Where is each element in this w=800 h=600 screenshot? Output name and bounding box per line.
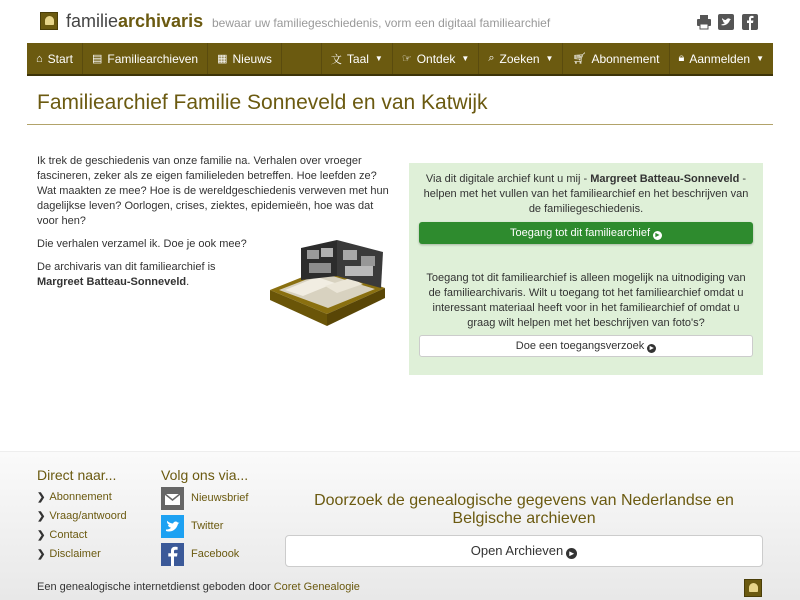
chevron-down-icon: ▼ [545,54,554,63]
arrow-right-circle-icon: ► [648,345,656,352]
nav-subscription[interactable] [563,43,669,74]
archive-search-title: Doorzoek de genealogische gegevens van Nederlandse en Belgische archieven [314,492,734,527]
footer-link-disclaimer[interactable] [37,548,101,560]
nav-discover[interactable] [393,43,480,74]
open-archives-button[interactable] [285,535,763,567]
nav-start[interactable] [27,43,83,74]
footer-link-faq[interactable] [37,510,127,522]
chevron-down-icon: ▼ [374,54,383,63]
archive-box-image [265,238,390,328]
page-title: Familiearchief Familie Sonneveld en van Katwijk [37,91,488,114]
chevron-right-icon: ❯ [37,530,46,541]
coret-genealogie-link[interactable]: Coret Genealogie [273,581,360,593]
nav-start-label: Start [47,51,73,66]
newsletter-link[interactable] [161,487,261,511]
nav-subscription-label: Abonnement [591,51,660,66]
page-footer [0,451,800,600]
newsletter-label: Nieuwsbrief [191,492,249,504]
print-icon[interactable] [696,14,712,30]
translate-icon: 文 [330,53,342,66]
access-request-button[interactable] [419,335,753,357]
service-credit-text: Een genealogische internetdienst geboden door [37,581,274,593]
nav-search-label: Zoeken [499,51,540,66]
open-archives-label: Open Archieven [470,543,564,558]
site-brand[interactable] [66,11,203,32]
twitter-icon[interactable] [718,14,734,30]
footer-link-contact[interactable] [37,529,87,541]
panel-help-text [423,172,749,217]
chevron-down-icon: ▼ [756,54,764,63]
nav-family-archives[interactable] [83,43,208,74]
nav-language-label: Taal [346,51,369,66]
panel-help-after: - helpen met het vullen van het familiearchief en het beschrijven van de familiegeschiedenis. [423,173,749,215]
nav-spacer [282,43,322,74]
footer-link-label: Vraag/antwoord [49,510,127,522]
chevron-right-icon: ❯ [37,511,46,522]
pointer-hand-icon: ☞ [401,53,412,65]
panel-invitation-text: Toegang tot dit familiearchief is alleen mogelijk na uitnodiging van de familiearchivaris. Wilt u toegang tot het familiearchief omdat u interessant materiaal heeft voor in het familiearchief of omdat u graag wilt helpen met het beschrijven van foto's? [426,272,746,329]
intro-paragraph-3 [37,260,247,290]
nav-search[interactable] [479,43,563,74]
chevron-down-icon: ▼ [461,54,470,63]
panel-archivist-name: Margreet Batteau-Sonneveld [590,173,740,185]
nav-news-label: Nieuws [232,51,272,66]
nav-news[interactable] [208,43,282,74]
newspaper-icon: ▦ [217,53,228,65]
intro-paragraph-1: Ik trek de geschiedenis van onze familie na. Verhalen over vroeger fascineren, zeker als ze eigen familieleden betreffen. Hoe leefden ze? Wat maakten ze mee? Hoe is de wereldgeschiedenis verweven met hun dagelijkse leven? Oorlogen, crises, ziektes, epidemieën, hoe was dat voor hen? [37,155,389,227]
direct-links-title: Direct naar... [37,467,117,483]
archivist-intro: De archivaris van dit familiearchief is [37,261,216,273]
search-icon: ⌕ [488,52,495,64]
archivist-period: . [186,276,190,288]
facebook-icon[interactable] [742,14,758,30]
nav-language[interactable] [322,43,393,74]
home-icon: ⌂ [36,52,43,65]
arrow-right-circle-icon: ► [654,232,661,239]
arrow-right-circle-icon: ► [567,549,576,558]
panel-help-before: Via dit digitale archief kunt u mij - [425,173,591,185]
main-navbar [27,43,773,76]
footer-link-label: Abonnement [49,491,112,503]
footer-link-label: Disclaimer [49,548,101,560]
access-archive-label: Toegang tot dit familiearchief [509,227,651,239]
twitter-bird-icon [161,515,184,538]
book-icon: ▤ [92,53,103,65]
brand-bold: archivaris [118,11,204,31]
facebook-link[interactable] [161,543,261,567]
cart-icon: 🛒︎ [572,53,587,65]
nav-login[interactable] [670,43,774,74]
access-request-label: Doe een toegangsverzoek [515,340,645,352]
tree-logo-icon[interactable] [40,12,58,30]
access-archive-button[interactable] [419,222,753,244]
twitter-link[interactable] [161,515,261,539]
tree-logo-icon[interactable] [744,579,762,597]
twitter-label: Twitter [191,520,224,532]
top-header [0,0,800,44]
nav-archives-label: Familiearchieven [107,51,199,66]
service-credit [37,581,360,593]
follow-us-title: Volg ons via... [161,467,249,483]
lock-icon: 🔒︎ [678,52,685,64]
nav-discover-label: Ontdek [416,51,456,66]
archivist-name: Margreet Batteau-Sonneveld [37,276,187,288]
brand-plain: familie [66,11,119,31]
nav-login-label: Aanmelden [689,51,751,66]
newsletter-icon [161,487,184,510]
chevron-right-icon: ❯ [37,549,46,560]
facebook-f-icon [161,543,184,566]
title-divider [27,124,773,125]
access-panel [409,163,763,375]
intro-paragraph-2: Die verhalen verzamel ik. Doe je ook mee? [37,238,247,250]
footer-link-label: Contact [49,529,88,541]
footer-link-subscription[interactable] [37,491,112,503]
site-tagline: bewaar uw familiegeschiedenis, vorm een digitaal familiearchief [212,16,551,30]
facebook-label: Facebook [191,548,240,560]
chevron-right-icon: ❯ [37,492,46,503]
